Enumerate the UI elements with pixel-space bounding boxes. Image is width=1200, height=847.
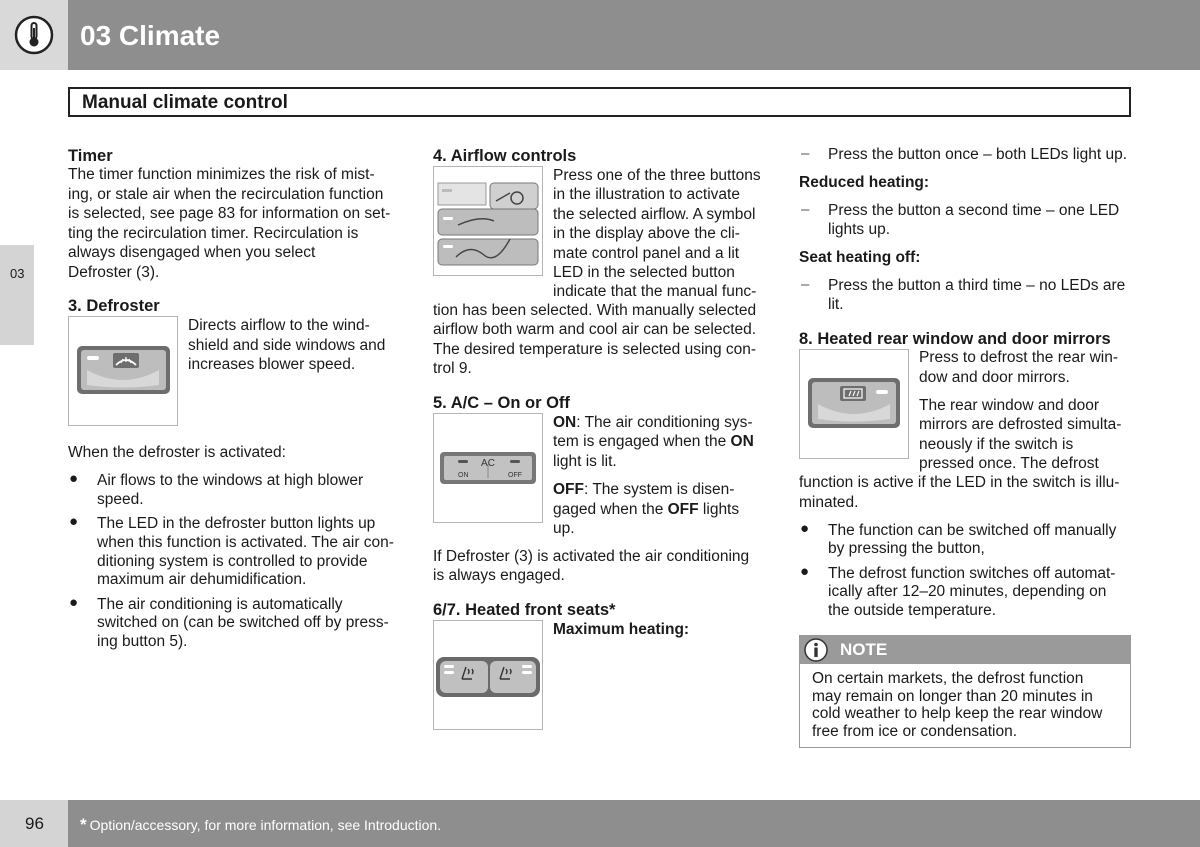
note-line: may remain on longer than 20 minutes in [812, 687, 1093, 705]
airflow-line: trol 9. [433, 360, 472, 377]
bullet-mark: ● [69, 513, 79, 530]
seat-heat-buttons-figure [433, 620, 543, 730]
bullet-line: when this function is activated. The air con- [97, 534, 394, 551]
timer-line: ting the recirculation timer. Recirculation is [68, 225, 359, 242]
dash-mark: – [801, 276, 810, 293]
ac-off-text: : The system is disen- [584, 481, 735, 498]
section-title-box [68, 87, 1131, 117]
airflow-line: the selected airflow. A symbol [553, 206, 756, 223]
bullet-line: maximum air dehumidification. [97, 571, 307, 588]
thermometer-icon [14, 15, 54, 55]
bullet-mark: ● [69, 470, 79, 487]
seat-heat-step: Press the button a second time – one LED [828, 202, 1120, 219]
rear-window-line: dow and door mirrors. [919, 369, 1070, 386]
ac-on-text: light is lit. [553, 453, 617, 470]
ac-panel-off-label: OFF [508, 472, 522, 479]
defroster-line: increases blower speed. [188, 356, 356, 373]
airflow-buttons-illustration [434, 167, 542, 275]
ac-off-text: lights [698, 501, 740, 518]
timer-line: is selected, see page 83 for information on set- [68, 205, 391, 222]
dash-mark: – [801, 145, 810, 162]
rear-defrost-button-figure [799, 349, 909, 459]
timer-line: ing, or stale air when the recirculation function [68, 186, 384, 203]
airflow-line: mate control panel and a lit [553, 245, 740, 262]
seat-heat-step: Press the button a third time – no LEDs are [828, 277, 1126, 294]
seat-heat-step: Press the button once – both LEDs light up. [828, 146, 1127, 163]
ac-button-figure [433, 413, 543, 523]
ac-on-bold: ON [730, 433, 754, 450]
reduced-heating-heading: Reduced heating: [799, 174, 930, 191]
timer-heading: Timer [68, 147, 113, 165]
defroster-button-figure [68, 316, 178, 426]
bullet-line: Air flows to the windows at high blower [97, 472, 364, 489]
footnote-star: * [80, 815, 87, 834]
bullet-line: The function can be switched off manually [828, 522, 1117, 539]
defroster-activated-intro: When the defroster is activated: [68, 444, 286, 461]
seat-heating-off-heading: Seat heating off: [799, 249, 921, 266]
rear-window-line: neously if the switch is [919, 436, 1074, 453]
note-line: On certain markets, the defrost function [812, 670, 1084, 687]
chapter-side-tab [0, 245, 34, 345]
ac-on-description [553, 432, 754, 452]
chapter-title: 03 Climate [80, 20, 221, 51]
bullet-mark: ● [800, 520, 810, 537]
airflow-buttons-figure [433, 166, 543, 276]
chapter-icon-box [0, 0, 68, 70]
note-title: NOTE [840, 640, 888, 659]
bullet-line: The LED in the defroster button lights up [97, 515, 376, 532]
ac-off-label: OFF [553, 481, 584, 498]
ac-off-description [553, 480, 734, 500]
defroster-line: shield and side windows and [188, 337, 386, 354]
bullet-line: ically after 12–20 minutes, depending on [828, 583, 1107, 600]
defroster-line: Directs airflow to the wind- [188, 317, 370, 334]
note-body [812, 670, 1124, 740]
ac-off-bold: OFF [667, 501, 699, 518]
airflow-line: The desired temperature is selected using con- [433, 341, 757, 358]
note-line: cold weather to help keep the rear window [812, 705, 1103, 722]
airflow-line: tion has been selected. With manually selected [433, 302, 757, 319]
dash-mark: – [801, 201, 810, 218]
info-icon [804, 638, 828, 662]
bullet-mark: ● [800, 563, 810, 580]
page-number: 96 [25, 814, 44, 833]
page-footer [0, 800, 1200, 847]
footer-note [80, 815, 441, 835]
seat-heat-buttons-illustration [434, 621, 542, 729]
airflow-line: LED in the selected button [553, 264, 735, 281]
bullet-line: ing button 5). [97, 633, 188, 650]
timer-line: always disengaged when you select [68, 244, 316, 261]
defroster-ac-note: is always engaged. [433, 567, 565, 584]
rear-window-line: The rear window and door [919, 397, 1100, 414]
defroster-ac-note: If Defroster (3) is activated the air conditioning [433, 548, 750, 565]
heated-seats-heading: 6/7. Heated front seats* [433, 601, 616, 619]
ac-button-illustration [434, 414, 542, 522]
timer-line: Defroster (3). [68, 264, 160, 281]
defroster-button-illustration [69, 317, 177, 425]
bullet-line: ditioning system is controlled to provide [97, 553, 368, 570]
ac-off-text: up. [553, 520, 575, 537]
defroster-heading: 3. Defroster [68, 297, 160, 315]
bullet-line: speed. [97, 491, 144, 508]
note-box [799, 635, 1131, 748]
rear-window-heading: 8. Heated rear window and door mirrors [799, 330, 1111, 348]
section-title: Manual climate control [82, 92, 288, 113]
page-number-box [0, 800, 68, 847]
airflow-line: in the display above the cli- [553, 225, 740, 242]
airflow-line: Press one of the three buttons [553, 167, 761, 184]
ac-on-text: : The air conditioning sys- [576, 414, 753, 431]
rear-window-line: minated. [799, 494, 859, 511]
seat-heat-step: lit. [828, 296, 844, 313]
airflow-line: indicate that the manual func- [553, 283, 757, 300]
airflow-heading: 4. Airflow controls [433, 147, 577, 165]
bullet-line: the outside temperature. [828, 602, 997, 619]
ac-panel-label: AC [481, 458, 495, 469]
note-header [800, 636, 1130, 664]
rear-defrost-button-illustration [800, 350, 908, 458]
bullet-line: The air conditioning is automatically [97, 596, 343, 613]
rear-window-line: function is active if the LED in the switch is illu- [799, 474, 1120, 491]
ac-on-label: ON [553, 414, 577, 431]
airflow-line: in the illustration to activate [553, 186, 740, 203]
rear-window-line: mirrors are defrosted simulta- [919, 416, 1122, 433]
bullet-line: by pressing the button, [828, 540, 985, 557]
bullet-line: The defrost function switches off automat- [828, 565, 1116, 582]
ac-off-description [553, 500, 739, 520]
bullet-mark: ● [69, 594, 79, 611]
timer-line: The timer function minimizes the risk of mist- [68, 166, 375, 183]
max-heating-label: Maximum heating: [553, 621, 690, 638]
chapter-header [0, 0, 1200, 70]
rear-window-line: pressed once. The defrost [919, 455, 1099, 472]
airflow-line: airflow both warm and cool air can be selected. [433, 321, 757, 338]
footer-text: Option/accessory, for more information, see Introduction. [89, 817, 442, 833]
ac-heading: 5. A/C – On or Off [433, 394, 570, 412]
seat-heat-step: lights up. [828, 221, 891, 238]
ac-on-description [553, 413, 753, 433]
note-line: free from ice or condensation. [812, 722, 1018, 740]
ac-on-text: tem is engaged when the [553, 433, 731, 450]
side-tab-label: 03 [10, 266, 25, 281]
ac-off-text: gaged when the [553, 501, 668, 518]
rear-window-line: Press to defrost the rear win- [919, 349, 1118, 366]
bullet-line: switched on (can be switched off by press- [97, 614, 389, 631]
ac-panel-on-label: ON [458, 472, 469, 479]
